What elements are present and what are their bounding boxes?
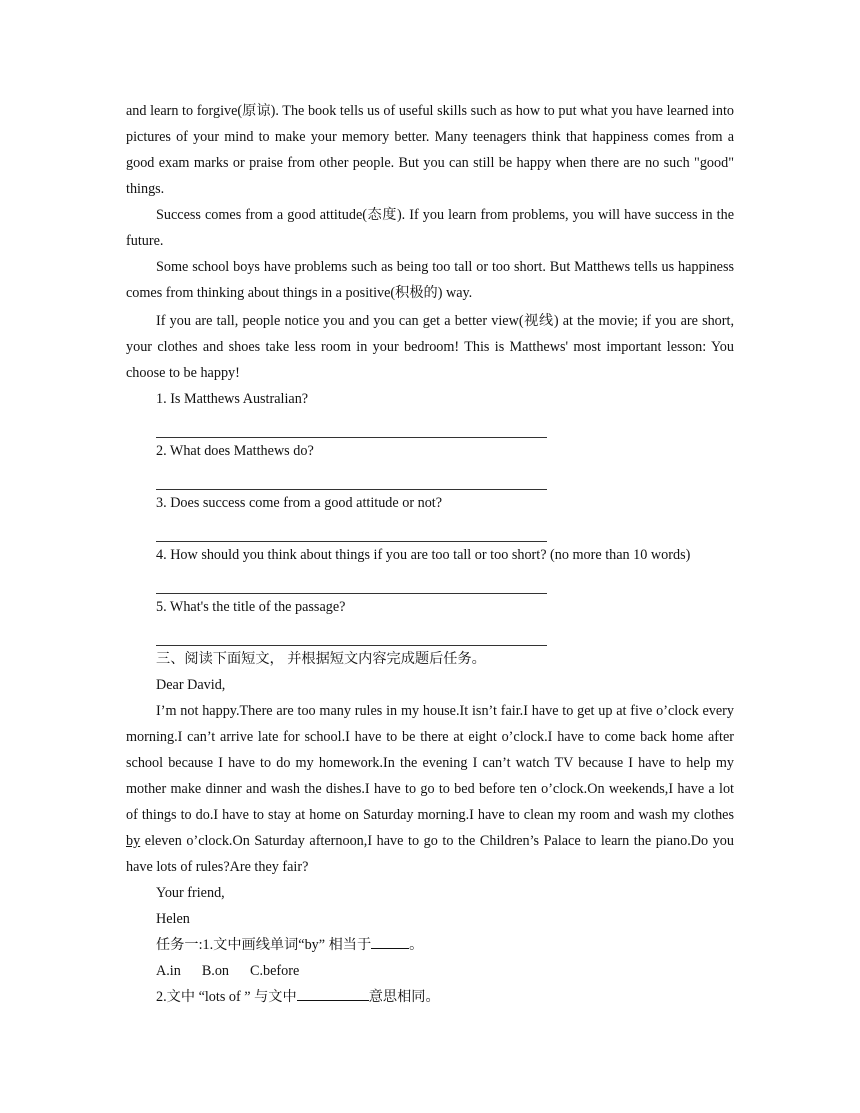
option-c: C.before [250,963,300,979]
answer-line-4[interactable] [156,568,547,594]
question-3: 3. Does success come from a good attitude or not? [156,495,443,511]
letter-body-part-2: eleven o’clock.On Saturday afternoon,I have to go to the Children’s Palace to learn the piano.Do you have lots of rules?Are they fair? [126,833,734,875]
passage-paragraph-2: Success comes from a good attitude(态度). If you learn from problems, you will have success in the future. [126,207,734,249]
question-2: 2. What does Matthews do? [156,443,314,459]
letter-body [126,698,734,880]
question-5: 5. What's the title of the passage? [156,599,346,615]
option-a: A.in [156,963,181,979]
task-1-options [126,958,734,984]
answer-line-1[interactable] [156,412,547,438]
task-2-text: 2.文中 “lots of ” 与文中 [156,989,297,1005]
task-2-blank[interactable] [297,984,369,1001]
question-4: 4. How should you think about things if you are too tall or too short? (no more than 10 words) [156,547,691,563]
task-2-suffix: 意思相同。 [368,989,440,1005]
task-1-text: 任务一:1.文中画线单词“by” 相当于 [156,937,372,953]
letter-greeting: Dear David, [156,677,226,693]
passage-paragraph-3: Some school boys have problems such as being too tall or too short. But Matthews tells us happiness comes from thinking about things in a positive(积极的) way. [126,259,734,301]
document-page [126,98,734,1010]
task-1 [126,932,734,958]
letter-body-part-1: I’m not happy.There are too many rules in my house.It isn’t fair.I have to get up at five o’clock every morning.I can’t arrive late for school.I have to be there at eight o’clock.I have to come back home after school because I have to do my homework.In the evening I can’t watch TV because I have to help my mother make dinner and wash the dishes.I have to go to bed before ten o’clock.On weekends,I have a lot of things to do.I have to stay at home on Saturday morning.I have to clean my room and wash my clothes [126,703,734,823]
option-b: B.on [201,963,230,979]
underlined-word: by [126,833,141,849]
question-1: 1. Is Matthews Australian? [156,391,309,407]
passage-paragraph-1: and learn to forgive(原谅). The book tells us of useful skills such as how to put what you have learned into pictures of your mind to make your memory better. Many teenagers think that happiness comes from a good exam marks or praise from other people. But you can still be happy when there are no such "good" things. [126,103,734,197]
answer-line-3[interactable] [156,516,547,542]
letter-signature: Helen [156,911,190,927]
answer-line-5[interactable] [156,620,547,646]
task-2 [126,984,734,1010]
task-1-blank[interactable] [371,932,409,949]
answer-line-2[interactable] [156,464,547,490]
section-heading: 三、阅读下面短文， 并根据短文内容完成题后任务。 [156,651,486,667]
letter-closing: Your friend, [156,885,225,901]
task-1-suffix: 。 [409,937,424,953]
passage-paragraph-4: If you are tall, people notice you and you can get a better view(视线) at the movie; if you are short, your clothes and shoes take less room in your bedroom! This is Matthews' most important lesson: You choose to be happy! [126,313,734,381]
